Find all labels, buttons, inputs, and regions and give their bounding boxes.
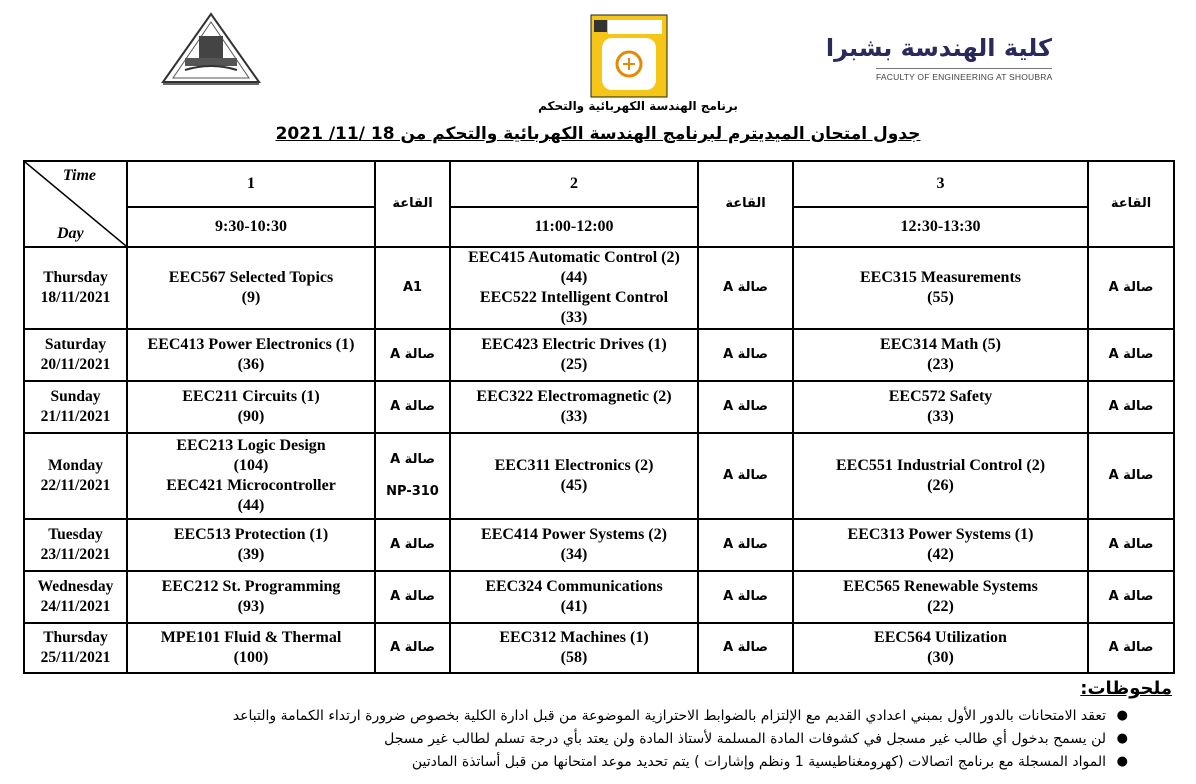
course-cell-slot-2: [450, 519, 698, 571]
slot-2-number: 2: [450, 161, 698, 207]
slot-3-time: 12:30-13:30: [793, 207, 1088, 247]
slot-1-time: 9:30-10:30: [127, 207, 375, 247]
course-cell-slot-2: [450, 329, 698, 381]
day-cell: [24, 519, 127, 571]
student-count: (100): [233, 649, 269, 666]
course-cell-slot-1: [127, 247, 375, 329]
student-count: (33): [560, 309, 588, 326]
faculty-logo: [825, 30, 1060, 90]
hall-name: صالة A: [723, 280, 768, 295]
hall-name: صالة A: [390, 640, 435, 655]
time-day-corner-cell: [24, 161, 127, 247]
course-name: EEC322 Electromagnetic (2): [476, 388, 672, 405]
student-count: (33): [560, 408, 588, 425]
course-cell-slot-3: [793, 381, 1088, 433]
day-name: Sunday: [50, 388, 101, 405]
hall-cell-slot-1: [375, 623, 450, 673]
hall-cell-slot-1: [375, 381, 450, 433]
header-row-slots: [24, 161, 1174, 207]
course-cell-slot-3: [793, 433, 1088, 519]
corner-time-label: Time: [62, 167, 96, 184]
student-count: (33): [927, 408, 954, 425]
day-date: 22/11/2021: [40, 477, 111, 494]
course-name: EEC315 Measurements: [859, 269, 1022, 286]
hall-cell-slot-3: [1088, 433, 1174, 519]
schedule-row: [24, 329, 1174, 381]
student-count: (44): [560, 269, 588, 286]
hall-cell-slot-1: [375, 433, 450, 519]
course-cell-slot-3: [793, 329, 1088, 381]
schedule-row: [24, 381, 1174, 433]
exam-schedule-table: [23, 160, 1175, 674]
hall-cell-slot-2: [698, 623, 793, 673]
course-cell-slot-3: [793, 571, 1088, 623]
hall-name: صالة A: [390, 452, 435, 467]
course-cell-slot-2: [450, 623, 698, 673]
hall-cell-slot-3: [1088, 519, 1174, 571]
hall-name: NP-310: [386, 484, 439, 499]
day-date: 23/11/2021: [40, 546, 111, 563]
day-date: 20/11/2021: [40, 356, 111, 373]
student-count: (26): [927, 477, 954, 494]
hall-cell-slot-3: [1088, 623, 1174, 673]
hall-header-2: القاعة: [698, 161, 793, 247]
slot-1-number: 1: [127, 161, 375, 207]
course-name: EEC567 Selected Topics: [168, 269, 334, 286]
hall-name: صالة A: [723, 347, 768, 362]
course-cell-slot-3: [793, 623, 1088, 673]
course-cell-slot-2: [450, 381, 698, 433]
course-name: EEC415 Automatic Control (2): [468, 249, 680, 266]
bullet-icon: ●: [1116, 731, 1128, 746]
hall-name: صالة A: [1108, 468, 1154, 483]
course-cell-slot-1: [127, 329, 375, 381]
student-count: (44): [237, 497, 265, 514]
hall-cell-slot-3: [1088, 247, 1174, 329]
program-name: برنامج الهندسة الكهربائية والتحكم: [538, 99, 738, 113]
course-name: EEC312 Machines (1): [499, 629, 649, 646]
faculty-logo-divider: [876, 68, 1052, 69]
hall-name: صالة A: [723, 589, 768, 604]
bullet-icon: ●: [1116, 754, 1128, 769]
student-count: (25): [560, 356, 588, 373]
course-name: EEC522 Intelligent Control: [479, 289, 669, 306]
faculty-name-arabic: كلية الهندسة بشبرا: [825, 34, 1052, 62]
hall-name: صالة A: [1108, 640, 1154, 655]
hall-name: صالة A: [1108, 280, 1154, 295]
course-name: EEC421 Microcontroller: [166, 477, 336, 494]
student-count: (58): [560, 649, 588, 666]
day-cell: [24, 433, 127, 519]
hall-cell-slot-2: [698, 381, 793, 433]
bullet-icon: ●: [1116, 708, 1128, 723]
student-count: (90): [237, 408, 265, 425]
hall-name: صالة A: [723, 537, 768, 552]
program-logo: [590, 14, 668, 98]
hall-name: صالة A: [723, 640, 768, 655]
day-cell: [24, 247, 127, 329]
course-name: EEC565 Renewable Systems: [843, 578, 1038, 595]
course-name: EEC313 Power Systems (1): [847, 526, 1034, 543]
day-cell: [24, 571, 127, 623]
day-date: 24/11/2021: [40, 598, 111, 615]
student-count: (36): [237, 356, 265, 373]
day-cell: [24, 381, 127, 433]
student-count: (45): [560, 477, 588, 494]
student-count: (30): [927, 649, 954, 666]
hall-cell-slot-2: [698, 329, 793, 381]
student-count: (23): [927, 356, 954, 373]
hall-name: صالة A: [1108, 399, 1154, 414]
course-name: EEC314 Math (5): [880, 336, 1001, 353]
day-cell: [24, 329, 127, 381]
course-cell-slot-1: [127, 381, 375, 433]
hall-cell-slot-2: [698, 519, 793, 571]
hall-cell-slot-3: [1088, 329, 1174, 381]
course-name: EEC513 Protection (1): [173, 526, 329, 543]
course-name: EEC213 Logic Design: [176, 437, 326, 454]
course-name: EEC551 Industrial Control (2): [835, 457, 1046, 474]
hall-name: صالة A: [1108, 589, 1154, 604]
hall-cell-slot-2: [698, 433, 793, 519]
day-name: Tuesday: [48, 526, 103, 543]
course-name: MPE101 Fluid & Thermal: [160, 629, 342, 646]
header-row-times: [24, 207, 1174, 247]
course-cell-slot-3: [793, 247, 1088, 329]
hall-cell-slot-1: [375, 519, 450, 571]
course-name: EEC311 Electronics (2): [494, 457, 654, 474]
student-count: (22): [927, 598, 954, 615]
day-name: Thursday: [43, 269, 108, 286]
student-count: (39): [237, 546, 265, 563]
corner-day-label: Day: [57, 225, 84, 242]
day-date: 18/11/2021: [40, 289, 111, 306]
course-cell-slot-2: [450, 571, 698, 623]
student-count: (9): [241, 289, 261, 306]
hall-cell-slot-2: [698, 247, 793, 329]
hall-name: A1: [402, 280, 423, 295]
student-count: (104): [233, 457, 269, 474]
day-name: Thursday: [43, 629, 108, 646]
hall-name: صالة A: [390, 399, 435, 414]
notes-title: ملحوظات:: [1080, 678, 1172, 699]
course-name: EEC211 Circuits (1): [182, 388, 320, 405]
hall-name: صالة A: [1108, 537, 1154, 552]
day-cell: [24, 623, 127, 673]
course-name: EEC212 St. Programming: [161, 578, 341, 595]
course-name: EEC564 Utilization: [874, 629, 1007, 646]
course-cell-slot-2: [450, 433, 698, 519]
course-name: EEC324 Communications: [485, 578, 663, 595]
student-count: (93): [237, 598, 265, 615]
hall-name: صالة A: [723, 468, 768, 483]
day-name: Saturday: [44, 336, 107, 353]
note-item: ● المواد المسجلة مع برنامج اتصالات (كهرومغناطيسية 1 ونظم وإشارات ) يتم تحديد موعد امتحانها من قبل أساتذة المادتين: [411, 754, 1128, 770]
hall-name: صالة A: [1108, 347, 1154, 362]
student-count: (42): [927, 546, 954, 563]
course-cell-slot-1: [127, 519, 375, 571]
day-name: Wednesday: [37, 578, 114, 595]
student-count: (41): [560, 598, 588, 615]
day-date: 25/11/2021: [40, 649, 111, 666]
course-name: EEC413 Power Electronics (1): [147, 336, 355, 353]
course-name: EEC423 Electric Drives (1): [481, 336, 667, 353]
hall-name: صالة A: [723, 399, 768, 414]
course-cell-slot-1: [127, 571, 375, 623]
hall-cell-slot-3: [1088, 571, 1174, 623]
course-name: EEC572 Safety: [888, 388, 993, 405]
slot-3-number: 3: [793, 161, 1088, 207]
hall-cell-slot-1: [375, 571, 450, 623]
course-cell-slot-3: [793, 519, 1088, 571]
hall-header-1: القاعة: [375, 161, 450, 247]
page-title: جدول امتحان الميديترم لبرنامج الهندسة الكهربائية والتحكم من 18 /11/ 2021: [275, 124, 921, 144]
course-cell-slot-2: [450, 247, 698, 329]
schedule-row: [24, 623, 1174, 673]
note-item: ● تعقد الامتحانات بالدور الأول بمبني اعدادي القديم مع الإلتزام بالضوابط الاحترازية الموضوعة من قبل ادارة الكلية بخصوص ضرورة ارتداء الكمامة والتباعد: [232, 708, 1128, 724]
day-date: 21/11/2021: [40, 408, 111, 425]
hall-cell-slot-1: [375, 247, 450, 329]
hall-cell-slot-3: [1088, 381, 1174, 433]
note-item: ● لن يسمح بدخول أي طالب غير مسجل في كشوفات المادة المسلمة لأستاذ المادة ولن يعتد بأي درجة تسلم لطالب غير مسجل: [384, 731, 1128, 747]
course-cell-slot-1: [127, 433, 375, 519]
hall-name: صالة A: [390, 589, 435, 604]
hall-cell-slot-1: [375, 329, 450, 381]
course-cell-slot-1: [127, 623, 375, 673]
student-count: (55): [927, 289, 954, 306]
slot-2-time: 11:00-12:00: [450, 207, 698, 247]
course-name: EEC414 Power Systems (2): [481, 526, 667, 543]
hall-cell-slot-2: [698, 571, 793, 623]
benha-university-seal-logo: [155, 12, 267, 90]
student-count: (34): [560, 546, 588, 563]
hall-name: صالة A: [390, 537, 435, 552]
schedule-row: [24, 433, 1174, 519]
schedule-row: [24, 571, 1174, 623]
notes-list: [106, 706, 1128, 775]
schedule-row: [24, 519, 1174, 571]
hall-name: صالة A: [390, 347, 435, 362]
hall-header-3: القاعة: [1088, 161, 1174, 247]
day-name: Monday: [47, 457, 104, 474]
faculty-name-english: FACULTY OF ENGINEERING AT SHOUBRA: [876, 72, 1053, 82]
schedule-row: [24, 247, 1174, 329]
